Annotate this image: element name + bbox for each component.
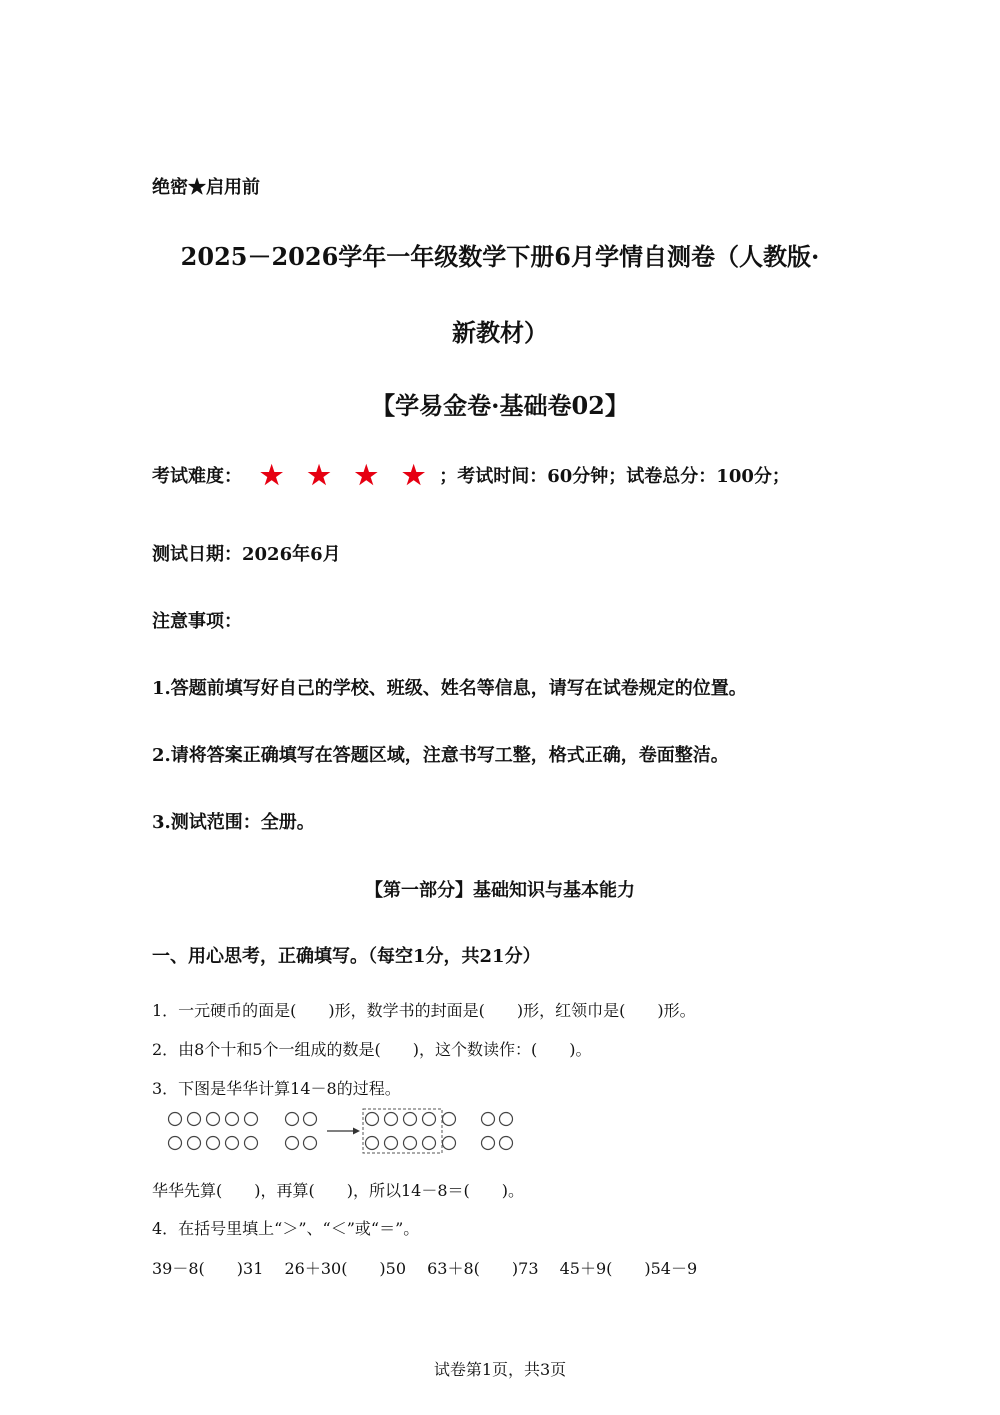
exam-title-line1: 2025－2026学年一年级数学下册6月学情自测卷（人教版· bbox=[180, 242, 820, 271]
part1-title: 【第一部分】基础知识与基本能力 bbox=[365, 880, 635, 901]
difficulty-label: 考试难度： bbox=[152, 466, 242, 487]
difficulty-stars bbox=[260, 461, 429, 491]
exam-meta-line bbox=[152, 461, 790, 491]
question-3: 3．下图是华华计算14－8的过程。 bbox=[152, 1079, 401, 1098]
question-2: 2．由8个十和5个一组成的数是( )，这个数读作：( )。 bbox=[152, 1040, 592, 1059]
notes-title: 注意事项： bbox=[152, 611, 242, 632]
exam-subtitle: 【学易金卷·基础卷02】 bbox=[371, 391, 629, 420]
exam-title-line2: 新教材） bbox=[452, 318, 548, 347]
note-item: 1.答题前填写好自己的学校、班级、姓名等信息，请写在试卷规定的位置。 bbox=[152, 678, 747, 699]
secret-label: 绝密★启用前 bbox=[152, 177, 260, 198]
question-4-items: 39－8( )31 26＋30( )50 63＋8( )73 45＋9( )54－9 bbox=[152, 1259, 698, 1278]
arrow-right-icon bbox=[327, 1128, 360, 1135]
time-info: ；考试时间：60分钟；试卷总分：100分； bbox=[439, 466, 790, 487]
note-item: 2.请将答案正确填写在答题区域，注意书写工整，格式正确，卷面整洁。 bbox=[152, 745, 729, 766]
subtraction-diagram bbox=[160, 1105, 530, 1157]
star-icon: ★ bbox=[307, 461, 331, 491]
question-4: 4．在括号里填上“＞”、“＜”或“＝”。 bbox=[152, 1219, 420, 1238]
dashed-group-box bbox=[363, 1109, 442, 1153]
star-icon: ★ bbox=[260, 461, 284, 491]
question-3-answer: 华华先算( )，再算( )，所以14－8＝( )。 bbox=[152, 1181, 524, 1200]
test-date: 测试日期：2026年6月 bbox=[152, 544, 341, 565]
star-icon: ★ bbox=[354, 461, 378, 491]
page-footer: 试卷第1页，共3页 bbox=[433, 1360, 567, 1379]
question-1: 1．一元硬币的面是( )形，数学书的封面是( )形，红领巾是( )形。 bbox=[152, 1001, 696, 1020]
section1-title: 一、用心思考，正确填写。（每空1分，共21分） bbox=[152, 946, 541, 967]
note-item: 3.测试范围：全册。 bbox=[152, 812, 315, 833]
star-icon: ★ bbox=[401, 461, 426, 491]
